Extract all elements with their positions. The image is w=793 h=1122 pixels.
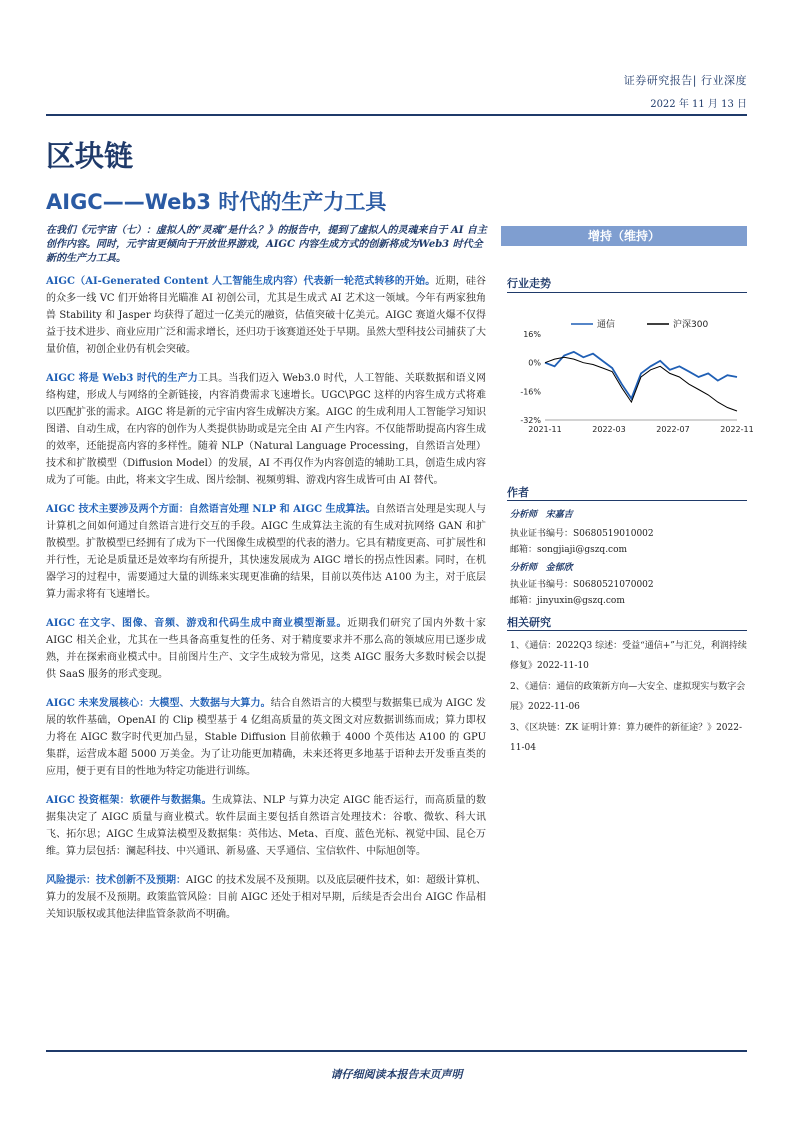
cert-label: 执业证书编号：: [510, 580, 574, 590]
paragraph-lead: AIGC（AI-Generated Content 人工智能生成内容）代表新一轮范式转移的开始。: [46, 276, 436, 287]
sector-title: 区块链: [46, 139, 134, 173]
author-name: 宋嘉吉: [545, 510, 573, 520]
author-role: 分析师: [510, 510, 538, 520]
email-label: 邮箱：: [510, 545, 538, 555]
related-divider: [507, 630, 747, 631]
paragraph-lead: AIGC 将是 Web3 时代的生产力: [46, 373, 198, 384]
x-tick-label: 2022-03: [592, 425, 626, 434]
author-email-row: [510, 593, 625, 606]
paragraph-lead: AIGC 技术主要涉及两个方面：自然语言处理 NLP 和 AIGC 生成算法。: [46, 504, 376, 515]
report-summary: 在我们《元宇宙（七）：虚拟人的“灵魂”是什么？》的报告中，提到了虚拟人的灵魂来自于 AI 自主创作内容。同时，元宇宙更倾向于开放世界游戏，AIGC 内容生成方式的创新将成为Web3 时代全新的生产力工具。: [46, 225, 487, 264]
author-role: 分析师: [510, 563, 538, 573]
author-name-row: [510, 507, 573, 520]
paragraph-lead: AIGC 在文字、图像、音频、游戏和代码生成中商业模型渐显。: [46, 618, 348, 629]
y-tick-label: 16%: [523, 330, 541, 339]
header-divider: [46, 114, 747, 116]
author-cert-row: [510, 577, 654, 590]
legend-label: 通信: [597, 320, 616, 330]
paragraph: [46, 695, 486, 780]
paragraph-body: 工具。当我们迈入 Web3.0 时代，人工智能、关联数据和语义网络构建，形成人与网络的全新链接，内容消费需求飞速增长。UGC\PGC 这样的内容生成方式将难以匹配扩张的需求。AIGC 将是新的元宇宙内容生成解决方案。AIGC 的生成利用人工智能学习知识图谱、自动生成，在内容的创作为人类提供协助或是完全由 AI 产生内容。不仅能帮助提高内容生成的效率，还能提高内容的多样性。随着 NLP（Natural Language Processing，自然语言处理）技术和扩散模型（Diffusion Model）的发展，AI 不再仅作为内容创造的辅助工具，创造生成内容成为了可能。由此，将来文字生成、图片绘制、视频剪辑、游戏内容生成皆可由 AI 替代。: [46, 373, 487, 486]
report-date: 2022 年 11 月 13 日: [650, 99, 747, 110]
authors-title: 作者: [507, 486, 529, 499]
main-column: [46, 273, 486, 935]
paragraph: [46, 615, 486, 683]
cert-number: S0680521070002: [573, 580, 654, 590]
author-email-row: [510, 542, 627, 555]
paragraph-lead: AIGC 未来发展核心：大模型、大数据与大算力。: [46, 698, 271, 709]
cert-label: 执业证书编号：: [510, 529, 574, 539]
legend-label: 沪深300: [673, 320, 709, 330]
paragraph: [46, 370, 486, 489]
paragraph-body: 结合自然语言的大模型与数据集已成为 AIGC 发展的软件基础，OpenAI 的 Clip 模型基于 4 亿组高质量的英文图文对应数据训练而成；算力即权力将在 AIGC 数字时代更加凸显，Stable Diffusion 目前依赖于 4000 个英伟达 A100 的 GPU 集群，运营成本超 5000 万美金。为了让功能更加精确，未来还将更多地基于语种去开发垂直类的应用，便于更有目的性地为特定功能进行训练。: [46, 698, 487, 777]
report-title: AIGC——Web3 时代的生产力工具: [46, 190, 387, 214]
paragraph-lead: AIGC 投资框架：软硬件与数据集。: [46, 795, 212, 806]
paragraph: [46, 792, 486, 860]
trend-divider: [507, 292, 747, 293]
chart-legend: [571, 318, 708, 330]
y-tick-label: -32%: [520, 416, 541, 425]
author-name: 金郁欣: [545, 563, 573, 573]
chart-series: [545, 352, 737, 411]
rating-badge: 增持（维持）: [501, 226, 747, 246]
y-tick-label: -16%: [520, 387, 541, 397]
paragraph-body: 近期我们研究了国内外数十家 AIGC 相关企业，尤其在一些具备高重复性的任务、对于精度要求并不那么高的领域应用已逐步成熟，并在探索商业模式中。目前图片生产、文字生成较为常见，这类 AIGC 服务大多数时候会以提供 SaaS 服务的形式变现。: [46, 618, 487, 680]
related-title: 相关研究: [507, 616, 551, 629]
paragraph-body: 生成算法、NLP 与算力决定 AIGC 能否运行，而高质量的数据集决定了 AIGC 质量与商业模式。软件层面主要包括自然语言处理技术：谷歌、微软、科大讯飞、拓尔思；AIGC 生成算法模型及数据集：英伟达、Meta、百度、蓝色光标、视觉中国、昆仑万维。算力层包括：澜起科技、中兴通讯、新易盛、天孚通信、宝信软件、中际旭创等。: [46, 795, 487, 857]
series-line: [545, 357, 737, 411]
authors-divider: [507, 500, 747, 501]
cert-number: S0680519010002: [573, 529, 654, 539]
paragraph: [46, 501, 486, 603]
paragraph-body: 自然语言处理是实现人与计算机之间如何通过自然语言进行交互的手段。AIGC 生成算法主流的有生成对抗网络 GAN 和扩散模型。扩散模型已经拥有了成为下一代图像生成模型的代表的潜力。它具有精度更高、可扩展性和并行性，无论是质量还是效率均有所提升，其快速发展成为 AIGC 增长的拐点性因素。同时，在机器学习的过程中，需要通过大量的训练来实现更准确的结果，目前以英伟达 A100 为主，对于底层算力需求将有飞速增长。: [46, 504, 486, 600]
related-item[interactable]: 2、《通信：通信的政策新方向—大安全、虚拟现实与数字会展》2022-11-06: [510, 682, 746, 712]
paragraph-body: AIGC 的技术发展不及预期。以及底层硬件技术，如：超级计算机、算力的发展不及预期。政策监管风险：目前 AIGC 还处于相对早期，后续是否会出台 AIGC 作品相关知识版权或其他法律监管条款尚不明确。: [46, 875, 486, 920]
email-label: 邮箱：: [510, 596, 538, 606]
x-tick-label: 2022-07: [656, 425, 690, 434]
paragraph-lead: 风险提示：技术创新不及预期：: [46, 875, 186, 886]
paragraph: [46, 273, 486, 358]
x-tick-label: 2021-11: [528, 425, 562, 434]
paragraph: [46, 872, 486, 923]
report-type: 证券研究报告| 行业深度: [623, 74, 747, 87]
y-tick-label: 0%: [528, 358, 541, 368]
footer-note: 请仔细阅读本报告末页声明: [330, 1068, 463, 1081]
paragraph-body: 近期，硅谷的众多一线 VC 们开始将目光瞄准 AI 初创公司，尤其是生成式 AI 艺术这一领域。今年有两家独角兽 Stability 和 Jasper 均获得了超过一亿美元的融资，估值突破十亿美元。AIGC 赛道火爆不仅得益于技术进步、商业应用广泛和需求增长，还归功于该赛道还处于早期。虽然大型科技公司捕获了大量价值，初创企业仍有机会突破。: [46, 276, 487, 355]
x-tick-label: 2022-11: [720, 425, 754, 434]
author-email[interactable]: jinyuxin@gszq.com: [537, 596, 625, 606]
author-cert-row: [510, 526, 654, 539]
related-item[interactable]: 3、《区块链：ZK 证明计算：算力硬件的新征途？》2022-11-04: [510, 723, 743, 753]
trend-chart: [507, 312, 754, 442]
trend-title: 行业走势: [507, 277, 551, 290]
author-email[interactable]: songjiaji@gszq.com: [537, 545, 628, 555]
related-item[interactable]: 1、《通信：2022Q3 综述：受益“通信+”与汇兑，利润持续修复》2022-11-10: [510, 641, 747, 671]
footer-divider: [46, 1050, 747, 1052]
author-name-row: [510, 560, 573, 573]
